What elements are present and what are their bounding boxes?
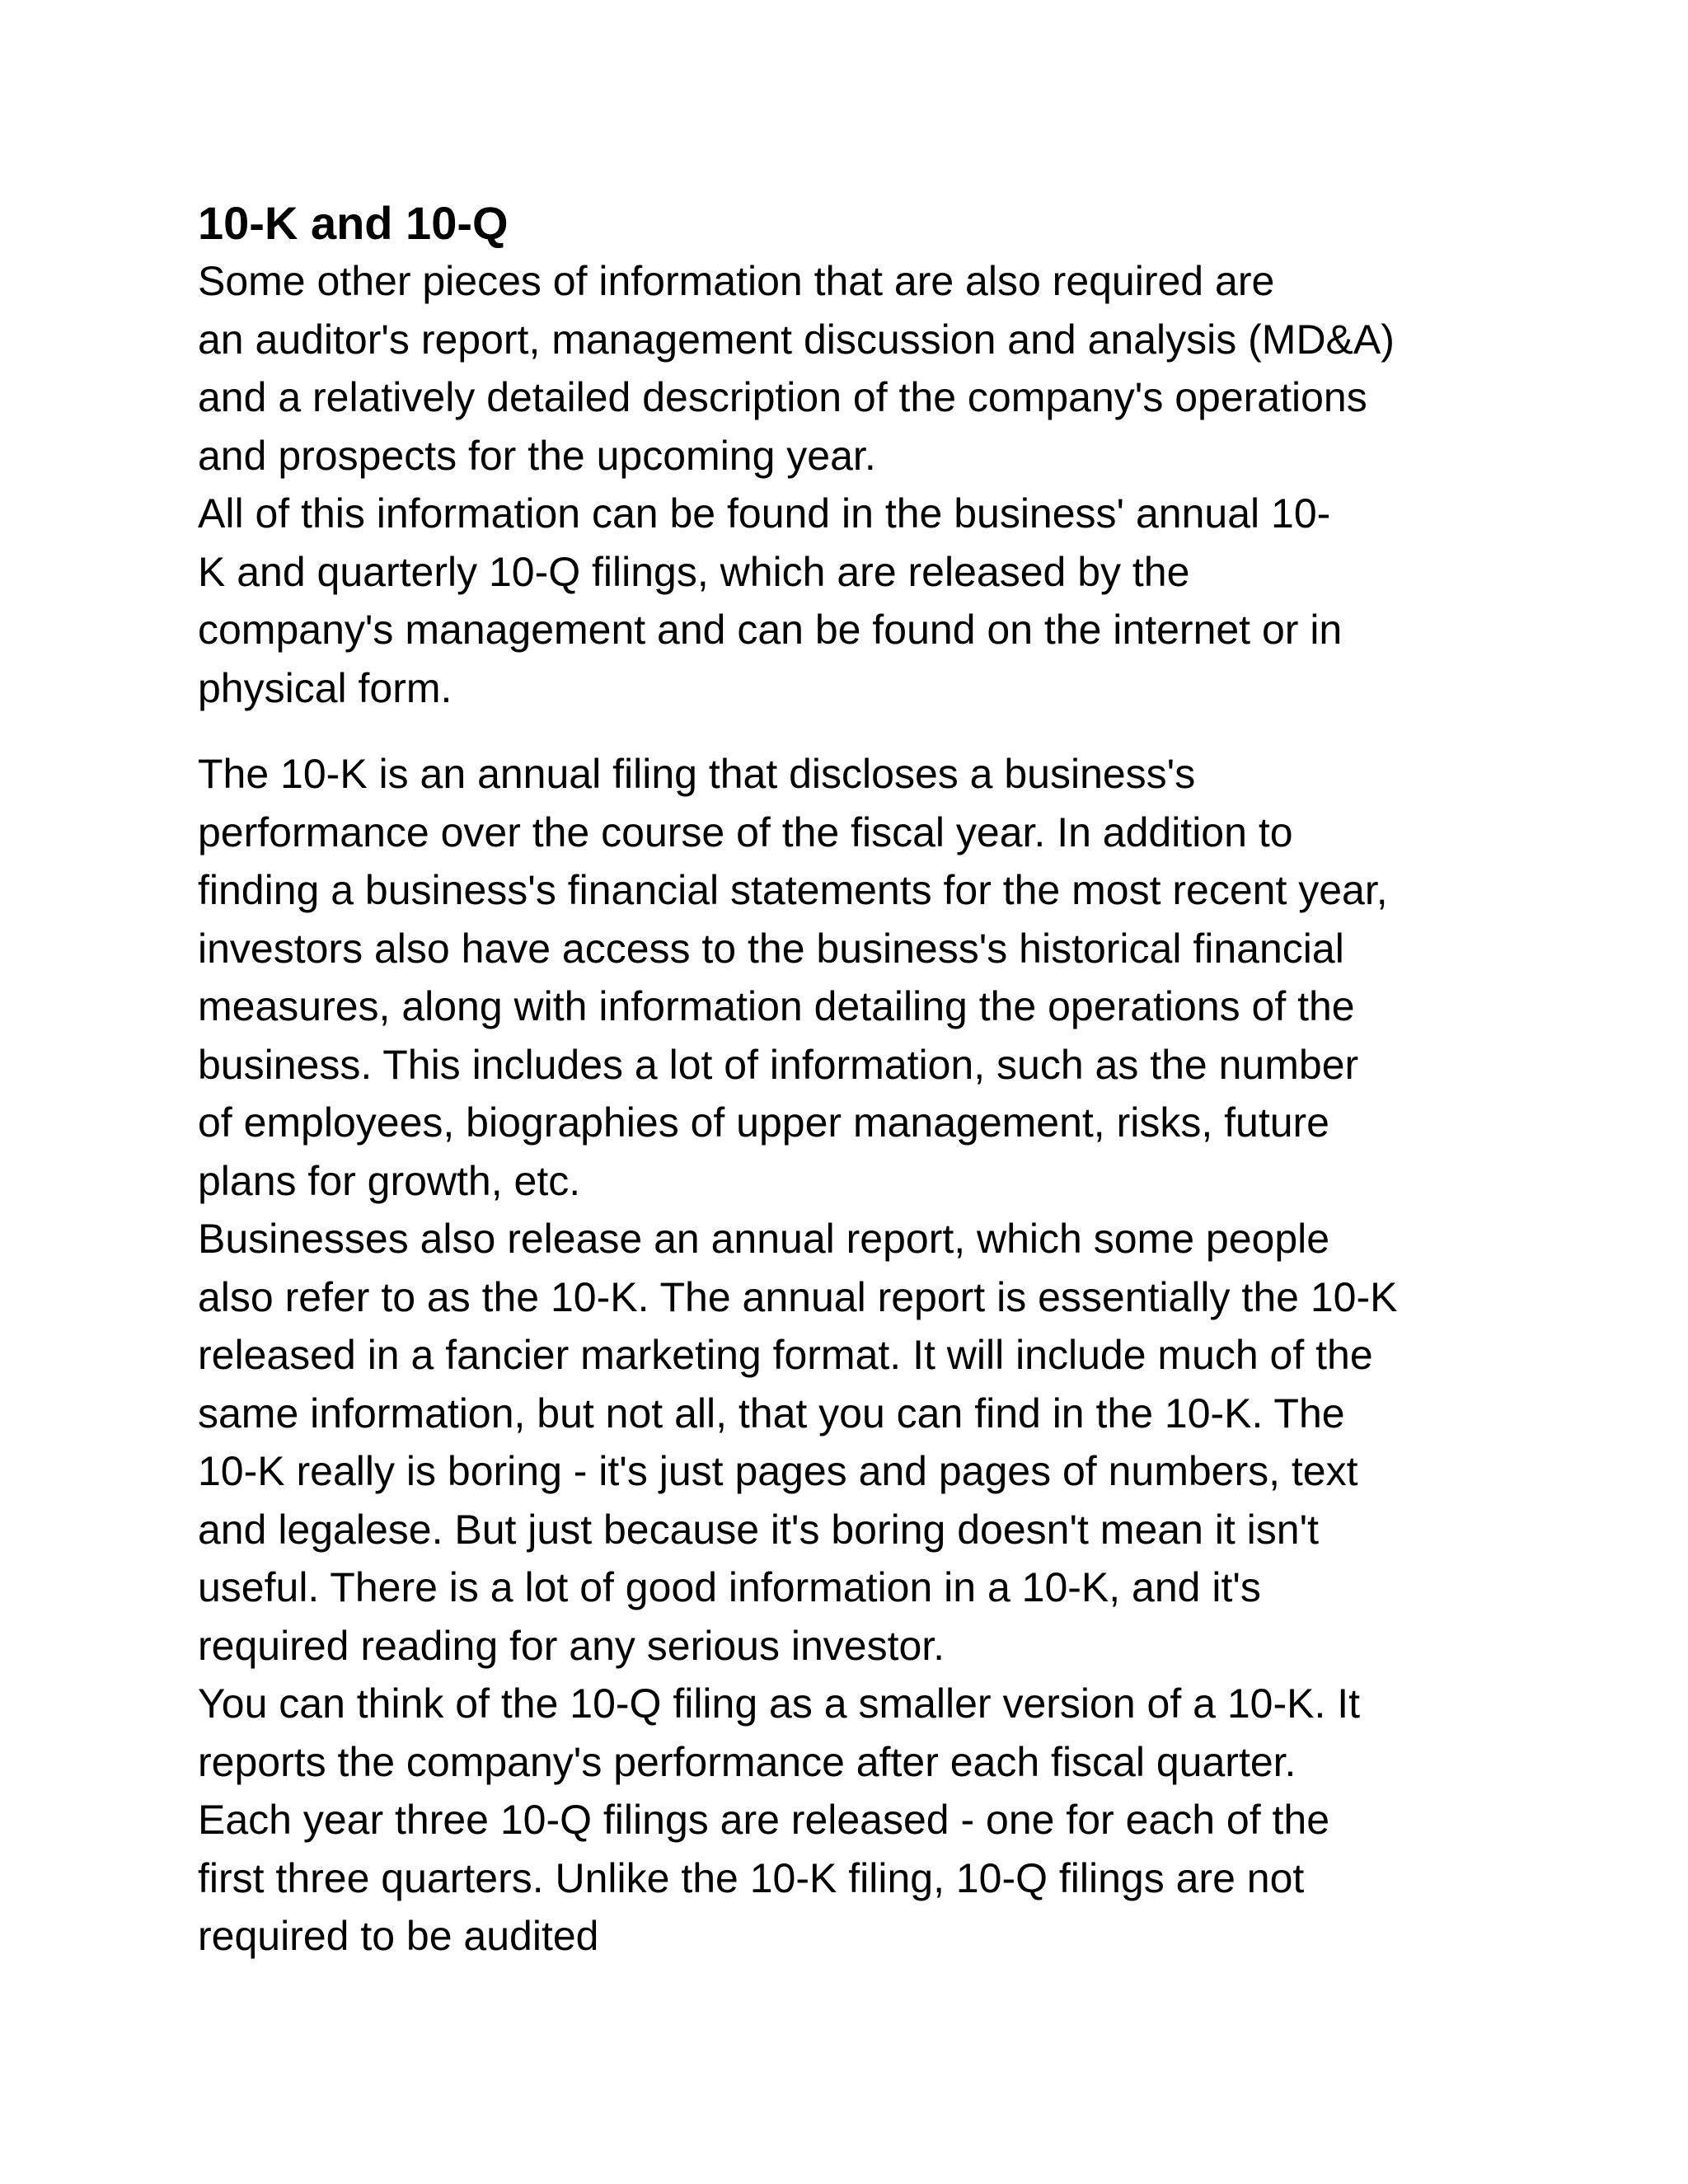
- document-page: [198, 194, 1550, 1966]
- text-line: Each year three 10-Q filings are released - one for each of the: [198, 1797, 1329, 1843]
- text-line: same information, but not all, that you can find in the 10-K. The: [198, 1390, 1345, 1436]
- text-line: physical form.: [198, 664, 452, 711]
- text-line: an auditor's report, management discussion and analysis (MD&A): [198, 316, 1395, 363]
- text-line: reports the company's performance after each fiscal quarter.: [198, 1738, 1296, 1785]
- text-line: useful. There is a lot of good information in a 10-K, and it's: [198, 1564, 1261, 1610]
- text-line: required to be audited: [198, 1913, 599, 1959]
- paragraph-block-2: [198, 745, 1550, 1966]
- text-line: finding a business's financial statements for the most recent year,: [198, 867, 1388, 913]
- text-line: and legalese. But just because it's boring doesn't mean it isn't: [198, 1506, 1320, 1553]
- text-line: K and quarterly 10-Q filings, which are released by the: [198, 548, 1190, 595]
- text-line: Some other pieces of information that are also required are: [198, 258, 1275, 304]
- text-line: You can think of the 10-Q filing as a smaller version of a 10-K. It: [198, 1680, 1361, 1727]
- text-line: investors also have access to the business's historical financial: [198, 925, 1344, 972]
- text-line: plans for growth, etc.: [198, 1157, 581, 1204]
- text-line: business. This includes a lot of information, such as the number: [198, 1041, 1359, 1088]
- text-line: of employees, biographies of upper management, risks, future: [198, 1099, 1329, 1146]
- text-line: also refer to as the 10-K. The annual report is essentially the 10-K: [198, 1273, 1398, 1320]
- paragraph-block-1: [198, 252, 1550, 717]
- text-line: performance over the course of the fiscal year. In addition to: [198, 808, 1293, 855]
- paragraph-spacer: [198, 717, 1550, 745]
- text-line: released in a fancier marketing format. It will include much of the: [198, 1332, 1373, 1378]
- text-line: and prospects for the upcoming year.: [198, 432, 876, 479]
- text-line: required reading for any serious investor.: [198, 1622, 945, 1669]
- text-line: The 10-K is an annual filing that discloses a business's: [198, 751, 1196, 797]
- text-line: company's management and can be found on the internet or in: [198, 607, 1343, 653]
- text-line: first three quarters. Unlike the 10-K filing, 10-Q filings are not: [198, 1854, 1305, 1901]
- text-line: measures, along with information detailing the operations of the: [198, 983, 1355, 1029]
- text-line: and a relatively detailed description of the company's operations: [198, 374, 1367, 420]
- text-line: 10-K really is boring - it's just pages and pages of numbers, text: [198, 1448, 1358, 1494]
- page-title: 10-K and 10-Q: [198, 197, 509, 249]
- text-line: Businesses also release an annual report, which some people: [198, 1216, 1330, 1262]
- text-line: All of this information can be found in the business' annual 10-: [198, 490, 1331, 537]
